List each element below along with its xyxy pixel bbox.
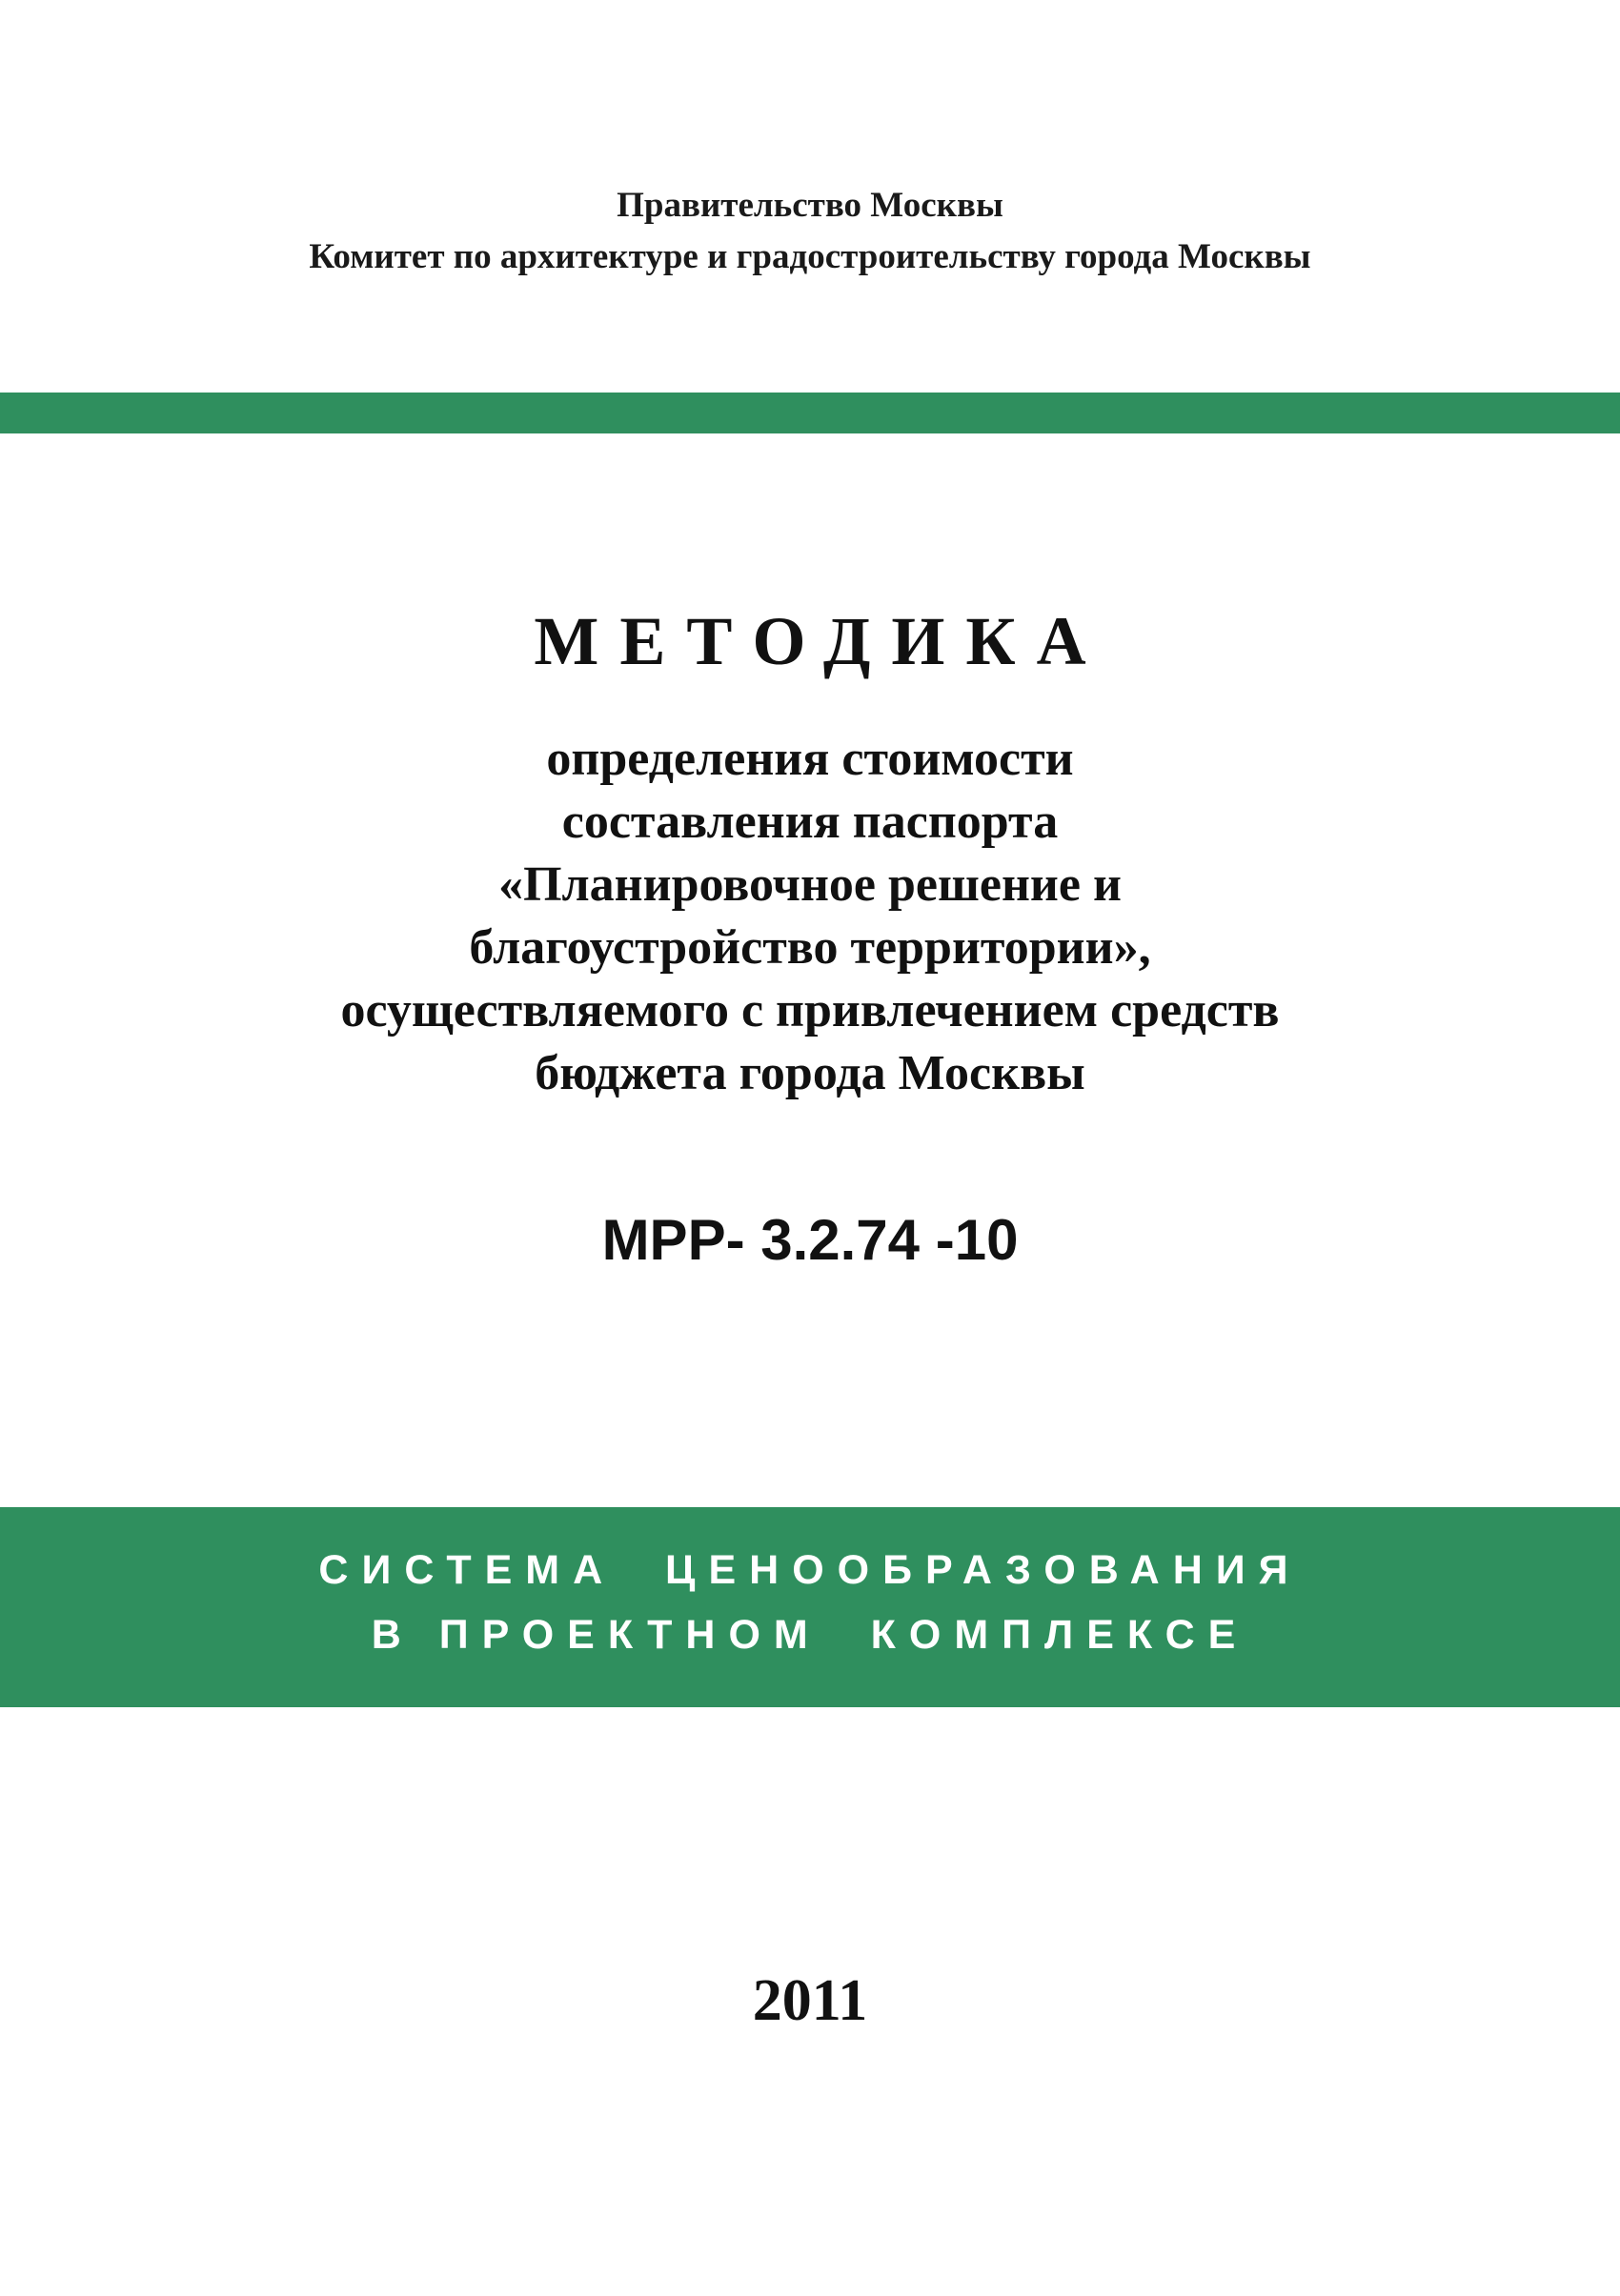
top-green-stripe [0,393,1620,433]
subtitle-line: благоустройство территории», [469,920,1151,975]
document-title: МЕТОДИКА [534,603,1107,679]
issuer-committee: Комитет по архитектуре и градостроительству города Москвы [309,237,1311,276]
document-code: МРР- 3.2.74 -10 [601,1208,1019,1272]
document-subtitle [0,728,1620,1105]
issuer-government: Правительство Москвы [617,186,1003,225]
subtitle-line: составления паспорта [561,795,1059,849]
series-title-line-2: В ПРОЕКТНОМ КОМПЛЕКСЕ [371,1612,1249,1658]
subtitle-line: определения стоимости [546,732,1074,786]
series-green-band [0,1507,1620,1707]
publication-year: 2011 [752,1968,868,2033]
subtitle-line: «Планировочное решение и [498,857,1122,912]
series-title-line-1: СИСТЕМА ЦЕНООБРАЗОВАНИЯ [318,1547,1302,1593]
subtitle-line: бюджета города Москвы [535,1046,1085,1100]
subtitle-line: осуществляемого с привлечением средств [340,983,1280,1037]
